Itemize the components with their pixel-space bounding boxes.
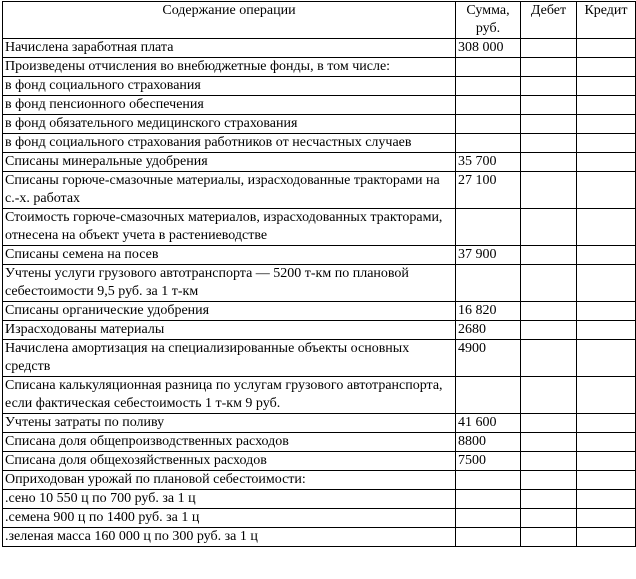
amount-cell [456, 471, 521, 490]
amount-cell: 8800 [456, 433, 521, 452]
header-amount-line1: Сумма, [466, 3, 510, 18]
debit-cell[interactable] [521, 509, 577, 528]
operations-table [2, 1, 636, 547]
operation-cell: Списана калькуляционная разница по услугам грузового автотранспорта, если фактическая себестоимость 1 т-км 9 руб. [3, 377, 456, 414]
credit-cell[interactable] [577, 490, 636, 509]
operation-cell: Начислена заработная плата [3, 39, 456, 58]
amount-cell: 4900 [456, 340, 521, 377]
table-row [3, 209, 636, 246]
operation-cell: в фонд обязательного медицинского страхования [3, 115, 456, 134]
table-row [3, 452, 636, 471]
header-debit: Дебет [521, 2, 577, 39]
operation-cell: .семена 900 ц по 1400 руб. за 1 ц [3, 509, 456, 528]
debit-cell[interactable] [521, 321, 577, 340]
amount-cell [456, 77, 521, 96]
operation-cell: в фонд социального страхования работников от несчастных случаев [3, 134, 456, 153]
credit-cell[interactable] [577, 77, 636, 96]
table-row [3, 77, 636, 96]
operation-cell: Начислена амортизация на специализированные объекты основных средств [3, 340, 456, 377]
operation-cell: Списаны минеральные удобрения [3, 153, 456, 172]
debit-cell[interactable] [521, 58, 577, 77]
amount-cell: 27 100 [456, 172, 521, 209]
credit-cell[interactable] [577, 321, 636, 340]
debit-cell[interactable] [521, 115, 577, 134]
debit-cell[interactable] [521, 433, 577, 452]
debit-cell[interactable] [521, 265, 577, 302]
operation-cell: Списаны органические удобрения [3, 302, 456, 321]
debit-cell[interactable] [521, 246, 577, 265]
amount-cell [456, 509, 521, 528]
debit-cell[interactable] [521, 377, 577, 414]
operation-cell: в фонд социального страхования [3, 77, 456, 96]
operation-cell: Израсходованы материалы [3, 321, 456, 340]
debit-cell[interactable] [521, 96, 577, 115]
credit-cell[interactable] [577, 115, 636, 134]
table-row [3, 265, 636, 302]
credit-cell[interactable] [577, 39, 636, 58]
credit-cell[interactable] [577, 528, 636, 547]
amount-cell: 2680 [456, 321, 521, 340]
header-credit: Кредит [577, 2, 636, 39]
debit-cell[interactable] [521, 134, 577, 153]
table-row [3, 115, 636, 134]
credit-cell[interactable] [577, 471, 636, 490]
credit-cell[interactable] [577, 265, 636, 302]
header-row [3, 2, 636, 39]
operation-cell: .зеленая масса 160 000 ц по 300 руб. за 1 ц [3, 528, 456, 547]
table-row [3, 340, 636, 377]
header-operation: Содержание операции [3, 2, 456, 39]
operation-cell: Учтены затраты по поливу [3, 414, 456, 433]
amount-cell: 35 700 [456, 153, 521, 172]
amount-cell [456, 96, 521, 115]
credit-cell[interactable] [577, 246, 636, 265]
amount-cell: 37 900 [456, 246, 521, 265]
operation-cell: Оприходован урожай по плановой себестоимости: [3, 471, 456, 490]
table-row [3, 509, 636, 528]
operation-cell: Списаны семена на посев [3, 246, 456, 265]
operation-cell: в фонд пенсионного обеспечения [3, 96, 456, 115]
credit-cell[interactable] [577, 302, 636, 321]
credit-cell[interactable] [577, 209, 636, 246]
debit-cell[interactable] [521, 302, 577, 321]
debit-cell[interactable] [521, 490, 577, 509]
table-row [3, 172, 636, 209]
amount-cell: 7500 [456, 452, 521, 471]
table-row [3, 528, 636, 547]
table-row [3, 58, 636, 77]
table-row [3, 39, 636, 58]
credit-cell[interactable] [577, 153, 636, 172]
header-amount-line2: руб. [475, 21, 501, 36]
amount-cell [456, 490, 521, 509]
credit-cell[interactable] [577, 414, 636, 433]
operation-cell: Списаны горюче-смазочные материалы, израсходованные тракторами на с.-х. работах [3, 172, 456, 209]
credit-cell[interactable] [577, 452, 636, 471]
debit-cell[interactable] [521, 471, 577, 490]
debit-cell[interactable] [521, 340, 577, 377]
debit-cell[interactable] [521, 172, 577, 209]
operation-cell: Стоимость горюче-смазочных материалов, израсходованных тракторами, отнесена на объект учета в растениеводстве [3, 209, 456, 246]
credit-cell[interactable] [577, 172, 636, 209]
debit-cell[interactable] [521, 77, 577, 96]
amount-cell [456, 209, 521, 246]
table-row [3, 321, 636, 340]
amount-cell [456, 115, 521, 134]
table-row [3, 414, 636, 433]
operation-cell: Списана доля общехозяйственных расходов [3, 452, 456, 471]
operation-cell: Учтены услуги грузового автотранспорта — 5200 т-км по плановой себестоимости 9,5 руб. за 1 т-км [3, 265, 456, 302]
operation-cell: .сено 10 550 ц по 700 руб. за 1 ц [3, 490, 456, 509]
debit-cell[interactable] [521, 528, 577, 547]
amount-cell: 41 600 [456, 414, 521, 433]
table-row [3, 490, 636, 509]
credit-cell[interactable] [577, 509, 636, 528]
table-row [3, 471, 636, 490]
table-row [3, 153, 636, 172]
amount-cell [456, 265, 521, 302]
amount-cell [456, 377, 521, 414]
amount-cell [456, 58, 521, 77]
table-row [3, 302, 636, 321]
table-row [3, 377, 636, 414]
operation-cell: Произведены отчисления во внебюджетные фонды, в том числе: [3, 58, 456, 77]
amount-cell [456, 134, 521, 153]
operation-cell: Списана доля общепроизводственных расходов [3, 433, 456, 452]
debit-cell[interactable] [521, 414, 577, 433]
table-row [3, 433, 636, 452]
credit-cell[interactable] [577, 433, 636, 452]
credit-cell[interactable] [577, 340, 636, 377]
header-amount [456, 2, 521, 39]
amount-cell: 16 820 [456, 302, 521, 321]
debit-cell[interactable] [521, 452, 577, 471]
table-row [3, 134, 636, 153]
credit-cell[interactable] [577, 377, 636, 414]
amount-cell: 308 000 [456, 39, 521, 58]
table-row [3, 96, 636, 115]
credit-cell[interactable] [577, 58, 636, 77]
table-row [3, 246, 636, 265]
debit-cell[interactable] [521, 209, 577, 246]
credit-cell[interactable] [577, 134, 636, 153]
credit-cell[interactable] [577, 96, 636, 115]
debit-cell[interactable] [521, 39, 577, 58]
debit-cell[interactable] [521, 153, 577, 172]
amount-cell [456, 528, 521, 547]
